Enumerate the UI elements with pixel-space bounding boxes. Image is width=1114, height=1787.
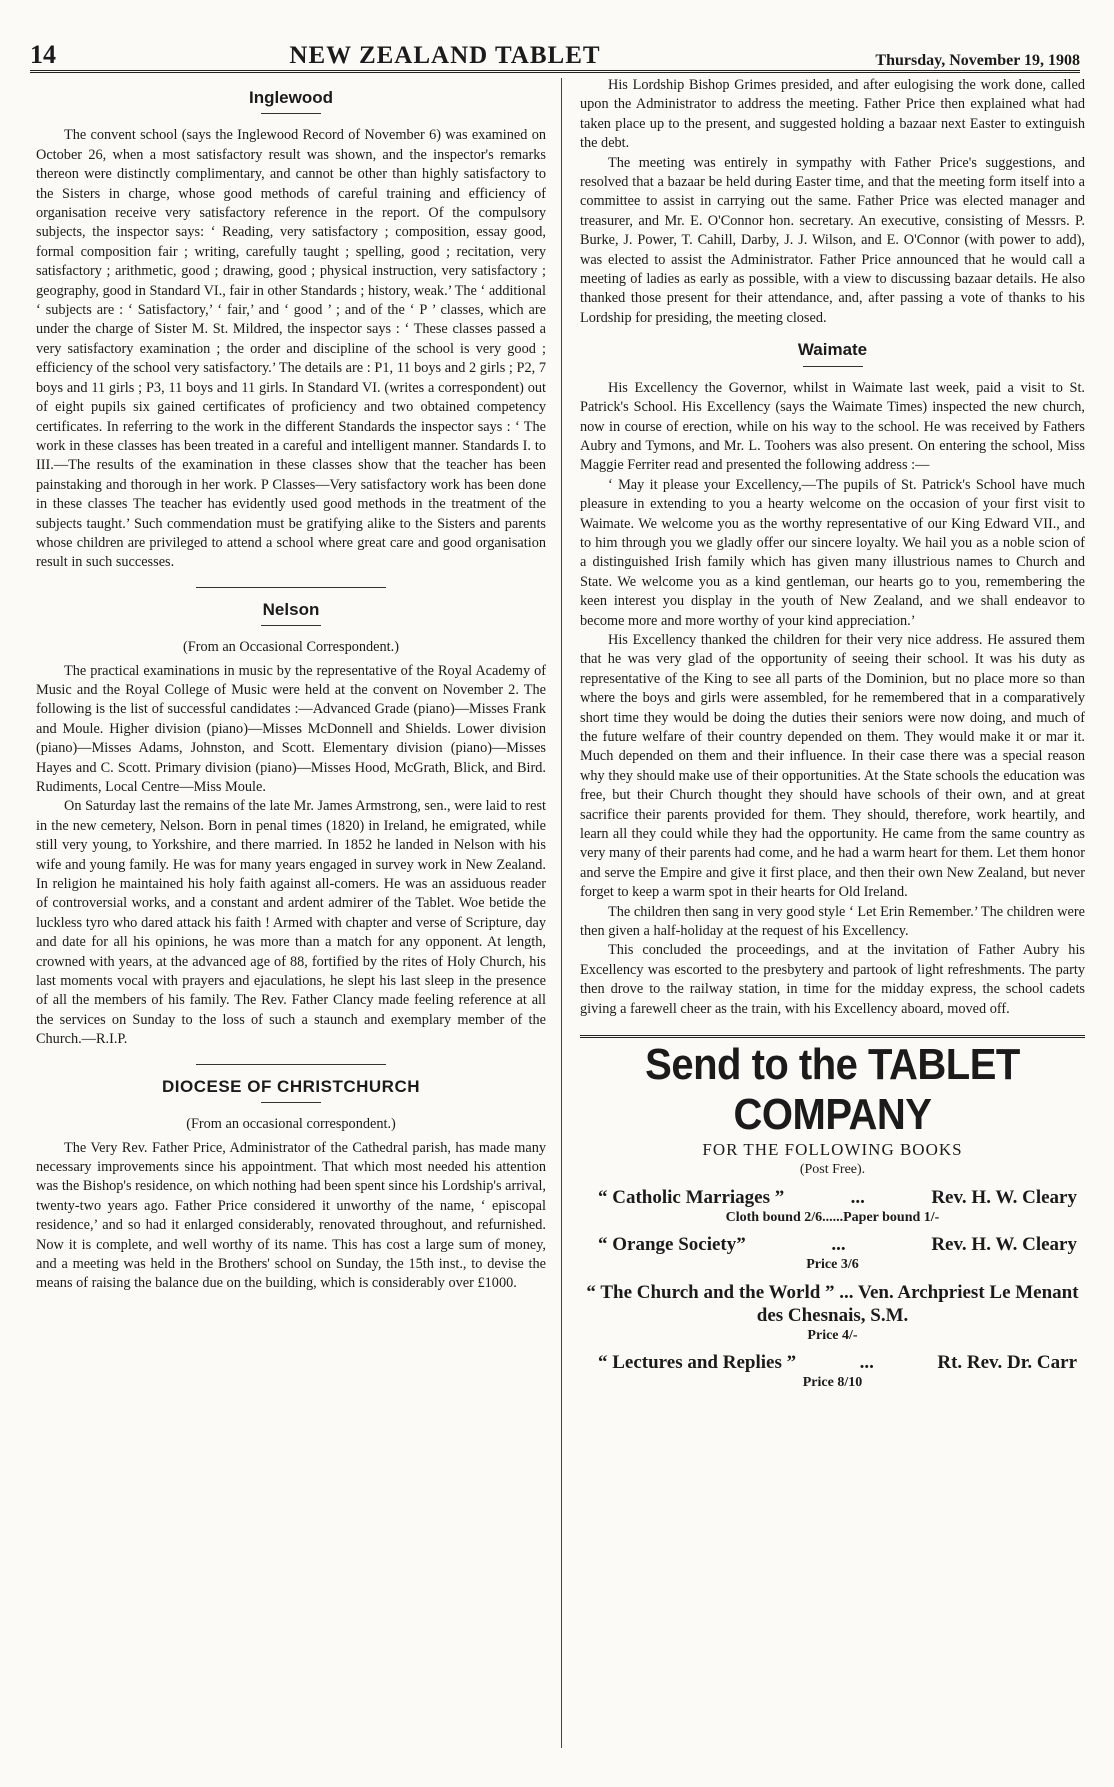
inglewood-body: The convent school (says the Inglewood Record of November 6) was examined on October 26, when a most satisfactory result was shown, and the inspector's remarks thereon were distinctly complimentary, and cannot be other than highly satisfactory to the Sisters in charge, whose good methods of careful training and efficiency of organisation receive very satisfactory reference in the report. Of the compulsory subjects, the inspector says: ‘ Reading, very satisfactory ; composition, essay good, formal composition fair ; writing, carefully taught ; spelling, good ; recitation, very satisfactory ; arithmetic, good ; drawing, good ; physical instruction, very satisfactory ; geography, good in Standard VI., fair in other Standards ; history, weak.’ The ‘ additional ‘ subjects are : ‘ Satisfactory,’ ‘ fair,’ and ‘ good ’ ; and of the ‘ P ’ classes, which are under the charge of Sister M. St. Mildred, the inspector says : ‘ These classes passed a very satisfactory examination ; the order and discipline of the school is very good ; efficiency of the school very satisfactory.’ The details are : P1, 11 boys and 2 girls ; P2, 7 boys and 11 girls ; P3, 11 boys and 11 girls. In Standard VI. (writes a correspondent) out of eight pupils six gained certificates of proficiency and two obtained competency certificates. In referring to the work in the different Standards the inspector says : ‘ The work in these classes has been treated in a careful and intelligent manner. Standards I. to III.—The results of the examination in these classes show that the teacher has been painstaking and thorough in her work. P Classes—Very satisfactory work has been done in these classes The teacher has evidently used good methods in the treatment of the subjects taught.’ Such commendation must be gratifying alike to the Sisters and parents whose children are privileged to attend a school where great care and good organisation result in such successes. <box>36 127 546 571</box>
waimate-paragraph-4: The children then sang in very good style ‘ Let Erin Remember.’ The children were then given a half-holiday at the request of his Excellency. <box>580 903 1085 940</box>
waimate-paragraph-3: His Excellency thanked the children for their very nice address. He assured them that he was very glad of the opportunity of seeing their school. It was his duty as representative of the King to see all parts of the Dominion, but no place more so than where the boys and girls were assembled, for he remembered that in a comparatively short time they would be doing the duties their seniors were now doing, and much of the future welfare of their country depended on them. They would make it or mar it. Much depended on them and their influence. In their case there was a special reason why they should make use of their opportunities. At the State schools the education was free, but their Church thought they should have schools of their own, and at great sacrifice their parents provided for them. They should, therefore, work heartily, and learn all they could while they had the opportunity. He came from the same country as very many of their parents had come, and he had a warm heart for them. Let them honor and serve the Empire and give it first place, and then their own New Zealand, but never forget to keep a warm spot in their hearts for Old Ireland. <box>580 631 1085 901</box>
nelson-heading: Nelson <box>262 599 320 619</box>
masthead <box>30 38 1080 73</box>
book-author: Rev. H. W. Cleary <box>931 1233 1077 1255</box>
book-title: “ Lectures and Replies ” <box>598 1351 797 1373</box>
book-author: Ven. Archpriest Le Menant des Chesnais, S.M. <box>756 1281 1079 1326</box>
book-price: Price 8/10 <box>802 1374 863 1390</box>
right-column <box>580 76 1085 1391</box>
waimate-paragraph-2: ‘ May it please your Excellency,—The pupils of St. Patrick's School have much pleasure in extending to you a hearty welcome on the occasion of your first visit to Waimate. We welcome you as the worthy representative of our King Edward VII., and to him through you we gladly offer our sincere loyalty. We hail you as a noble scion of a distinguished Irish family which has given many illustrious names to Church and State. We welcome you as a kind gentleman, our hearts go to you, remembering the keen interest you display in the youth of New Zealand, and we shall endeavor to become more and more worthy of your kind appreciation.’ <box>580 476 1085 629</box>
book-dots: ... <box>831 1233 846 1255</box>
nelson-paragraph-2: On Saturday last the remains of the late Mr. James Armstrong, sen., were laid to rest in the new cemetery, Nelson. Born in penal times (1820) in Ireland, he emigrated, while still very young, to Yorkshire, and there married. In 1852 he landed in Nelson with his wife and young family. He was for many years engaged in survey work in New Zealand. In religion he maintained his holy faith against all-comers. He was an assiduous reader of controversial works, and a constant and ardent admirer of the Tablet. Woe betide the luckless tyro who dared attack his faith ! Armed with chapter and verse of Scripture, day and date for all his opinions, he was more than a match for any opponent. At length, crowned with years, at the advanced age of 88, fortified by the rites of Holy Church, his last moments vocal with prayers and ejaculations, he slept his last sleep in the presence of all the members of his family. The Rev. Father Clancy made feeling reference at all the services on Sunday to the loss of such a staunch and exemplary member of the Church.—R.I.P. <box>36 798 546 1048</box>
book-entry <box>580 1281 1085 1327</box>
book-dots: ... <box>859 1351 874 1373</box>
christchurch-paragraph-1: The Very Rev. Father Price, Administrator of the Cathedral parish, has made many necessary improvements since his appointment. That which most needed his attention was the Bishop's residence, on which nothing had been spent since his Lordship's arrival, twenty-two years ago. Father Price considered it unworthy of the name, ‘ episcopal residence,’ and so had it enlarged considerably, renovated throughout, and refurnished. Now it is complete, and well worthy of its name. This has cost a large sum of money, and a meeting was held in the Brothers' school on Sunday, the 15th inst., to devise the means of raising the balance due on the building, which is considerably over £1000. <box>36 1139 546 1292</box>
advert-post-free: (Post Free). <box>799 1161 866 1177</box>
book-author: Rt. Rev. Dr. Carr <box>937 1351 1077 1373</box>
book-dots: ... <box>839 1281 854 1303</box>
advert-headline: Send to the TABLET COMPANY <box>645 1041 1020 1139</box>
section-rule <box>261 1102 321 1103</box>
section-rule <box>803 366 863 367</box>
book-price: Cloth bound 2/6......Paper bound 1/- <box>725 1209 940 1225</box>
book-title: “ The Church and the World ” <box>586 1281 835 1303</box>
waimate-paragraph-5: This concluded the proceedings, and at the invitation of Father Aubry his Excellency was escorted to the presbytery and partook of light refreshments. The party then drove to the railway station, in time for the midday express, the school cadets giving a farewell cheer as the train, with his Excellency aboard, moved off. <box>580 942 1085 1017</box>
nelson-paragraph-1: The practical examinations in music by the representative of the Royal Academy of Music and the Royal College of Music were held at the convent on November 2. The following is the list of successful candidates :—Advanced Grade (piano)—Misses Frank and Moule. Higher division (piano)—Misses McDonnell and Shields. Lower division (piano)—Misses Adams, Johnston, and Scott. Elementary division (piano)—Misses Hayes and C. Scott. Primary division (piano)—Misses Hood, McGrath, Blick, and Bird. Rudiments, Local Centre—Miss Moule. <box>36 662 546 795</box>
christchurch-heading: DIOCESE OF CHRISTCHURCH <box>161 1076 420 1096</box>
book-title: “ Orange Society” <box>598 1233 746 1255</box>
column-divider <box>561 78 562 1748</box>
nelson-byline: (From an Occasional Correspondent.) <box>183 639 399 656</box>
book-entry <box>580 1352 1085 1374</box>
section-rule <box>261 113 321 114</box>
inglewood-heading: Inglewood <box>248 88 334 107</box>
christchurch-byline: (From an occasional correspondent.) <box>186 1116 396 1133</box>
book-entry <box>580 1187 1085 1209</box>
waimate-heading: Waimate <box>797 340 868 360</box>
page-number: 14 <box>30 40 56 69</box>
book-title: “ Catholic Marriages ” <box>598 1186 785 1208</box>
issue-date: Thursday, November 19, 1908 <box>875 52 1080 69</box>
section-rule <box>261 625 321 626</box>
newspaper-title: NEW ZEALAND TABLET <box>289 42 601 69</box>
christchurch-paragraph-3: The meeting was entirely in sympathy with Father Price's suggestions, and resolved that a bazaar be held during Easter time, and that the meeting form itself into a committee to assist in carrying out the same. Father Price was elected manager and treasurer, and Mr. E. O'Connor hon. secretary. An executive, consisting of Messrs. P. Burke, J. Power, T. Cahill, Darby, J. J. Wilson, and E. O'Connor (with power to add), was elected to assist the Administrator. Father Price announced that he would call a meeting of ladies as early as possible, with a view to discussing bazaar details. He also thanked those present for their attendance, and, after passing a vote of thanks to his Lordship for presiding, the meeting closed. <box>580 154 1085 326</box>
advert-subheading: FOR THE FOLLOWING BOOKS <box>702 1140 963 1160</box>
book-price: Price 3/6 <box>806 1256 859 1272</box>
book-advertisement <box>580 1035 1085 1391</box>
book-author: Rev. H. W. Cleary <box>931 1186 1077 1208</box>
book-entry <box>580 1234 1085 1256</box>
waimate-paragraph-1: His Excellency the Governor, whilst in Waimate last week, paid a visit to St. Patrick's School. His Excellency (says the Waimate Times) inspected the new church, now in course of erection, while on his way to the school. He was received by Fathers Aubry and Tymons, and Mr. L. Toohers was also present. On entering the school, Miss Maggie Ferriter read and presented the following address :— <box>580 379 1085 474</box>
book-price: Price 4/- <box>807 1327 858 1343</box>
christchurch-paragraph-2: His Lordship Bishop Grimes presided, and after eulogising the work done, called upon the Administrator to address the meeting. Father Price then explained what had taken place up to the present, and suggested holding a bazaar next Easter to extinguish the debt. <box>580 77 1085 152</box>
left-column <box>36 76 546 1294</box>
section-end-rule <box>196 1064 386 1065</box>
book-dots: ... <box>850 1186 865 1208</box>
section-end-rule <box>196 587 386 588</box>
